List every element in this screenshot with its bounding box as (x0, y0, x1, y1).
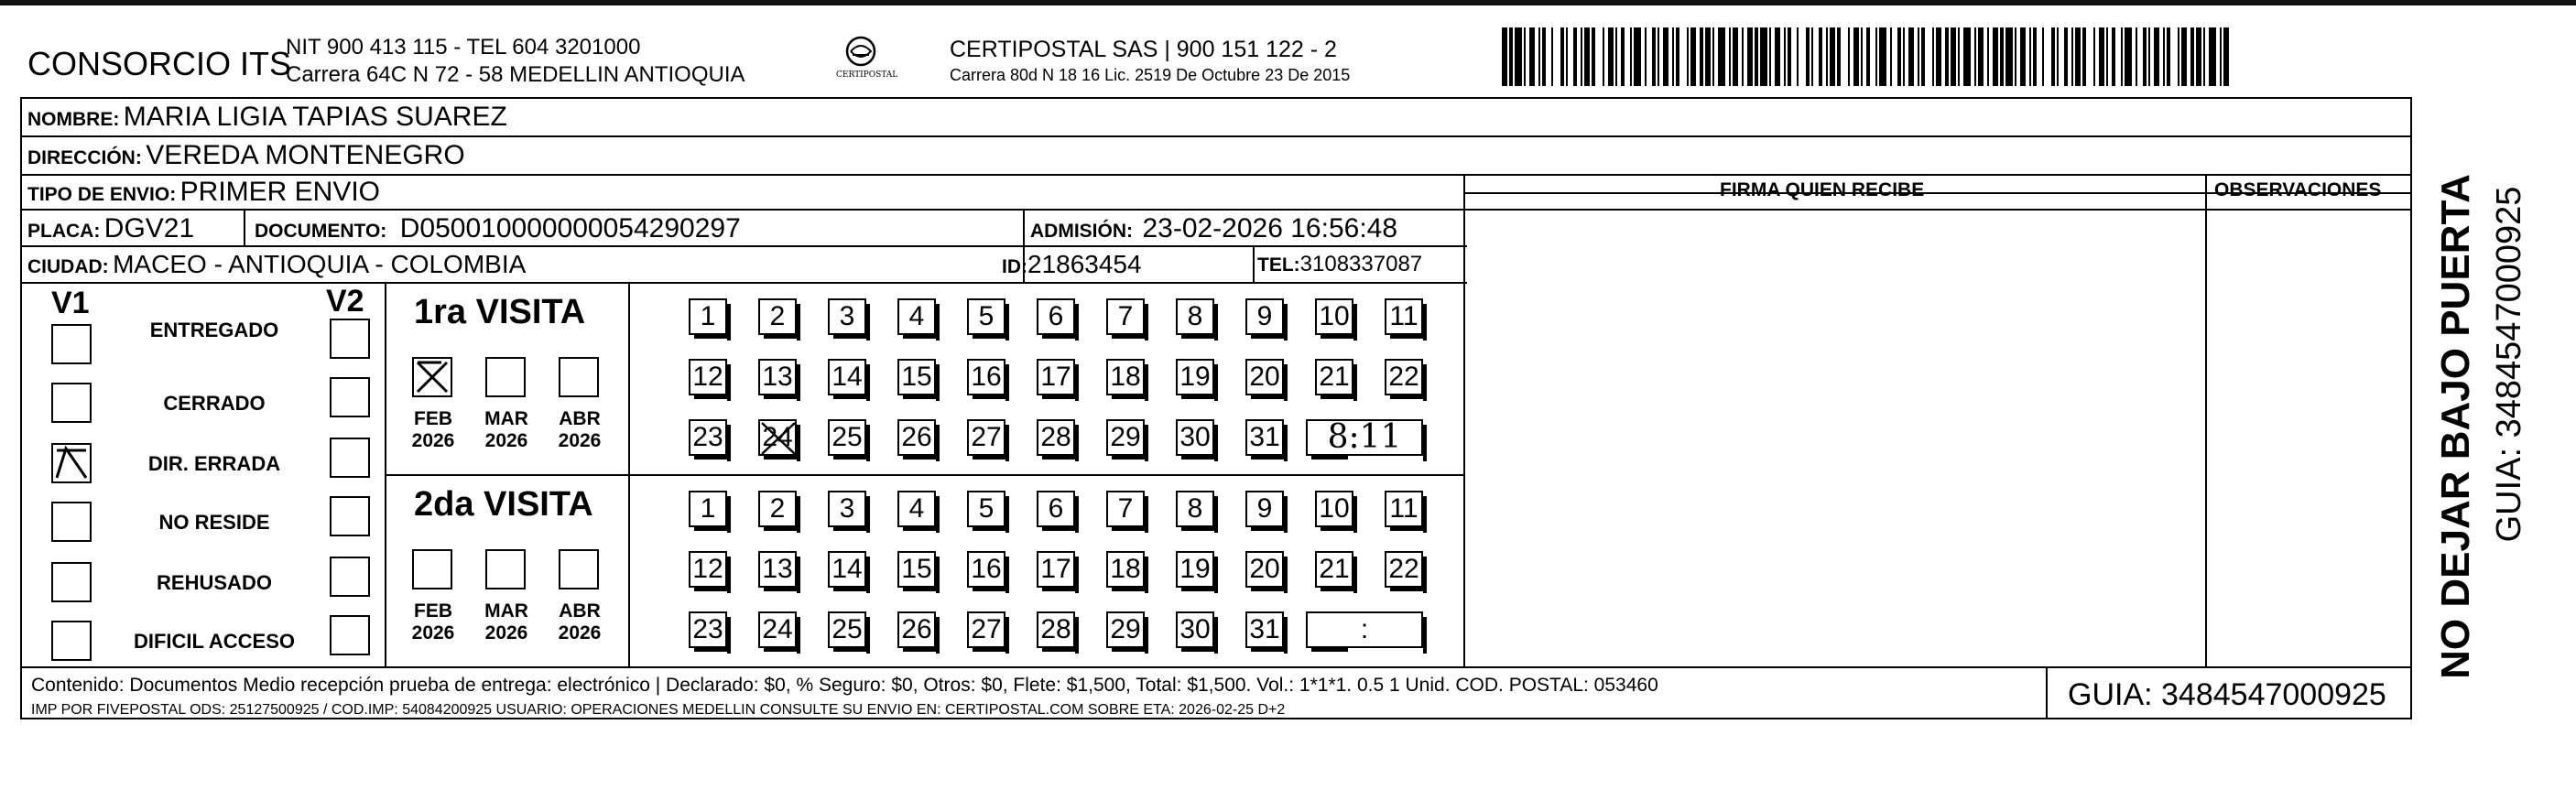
barcode-bar (1848, 27, 1850, 86)
day-box-17[interactable]: 17 (1037, 551, 1075, 588)
barcode-bar (1978, 27, 1984, 86)
day-box-29[interactable]: 29 (1106, 611, 1145, 648)
v1-checkbox-2[interactable] (51, 443, 92, 483)
day-box-9[interactable]: 9 (1245, 491, 1284, 527)
day-box-25[interactable]: 25 (828, 419, 866, 456)
day-box-15[interactable]: 15 (897, 551, 936, 588)
barcode-bar (2190, 27, 2194, 86)
barcode-bar (1837, 27, 1841, 86)
v1-checkbox-1[interactable] (51, 383, 92, 423)
barcode-bar (1784, 27, 1786, 86)
day-box-18[interactable]: 18 (1106, 359, 1145, 395)
barcode-bar (1663, 27, 1668, 86)
observaciones-header: OBSERVACIONES (2214, 179, 2382, 200)
barcode-bar (2071, 27, 2073, 86)
v2-checkbox-1[interactable] (330, 377, 370, 417)
day-box-13[interactable]: 13 (758, 359, 797, 395)
barcode-bar (2106, 27, 2108, 86)
day-box-15[interactable]: 15 (897, 359, 936, 395)
day-box-14[interactable]: 14 (828, 551, 866, 588)
barcode-bar (1687, 27, 1689, 86)
day-box-4[interactable]: 4 (897, 491, 936, 527)
barcode-bar (1811, 27, 1813, 86)
day-box-20[interactable]: 20 (1245, 359, 1284, 395)
barcode-bar (1509, 27, 1513, 86)
barcode-bar (2203, 27, 2205, 86)
barcode-bar (2121, 27, 2123, 86)
day-box-3[interactable]: 3 (828, 491, 866, 527)
barcode-bar (1890, 27, 1892, 86)
barcode-bar (2163, 27, 2165, 86)
barcode-bar (2042, 27, 2044, 86)
barcode-bar (2075, 27, 2081, 86)
day-box-31[interactable]: 31 (1245, 419, 1284, 456)
side-guia: GUIA: 3484547000925 (2490, 186, 2528, 543)
v1-checkbox-5[interactable] (51, 621, 92, 661)
barcode-bar (1788, 27, 1791, 86)
barcode-bar (1592, 27, 1595, 86)
barcode-bar (1566, 27, 1568, 86)
barcode-bar (1621, 27, 1625, 86)
ciudad-row: CIUDAD: MACEO - ANTIOQUIA - COLOMBIA (27, 250, 527, 278)
barcode-bar (2148, 27, 2150, 86)
barcode-bar (1538, 27, 1540, 86)
recipient-address: VEREDA MONTENEGRO (146, 140, 465, 170)
month-label: MAR 2026 (484, 600, 528, 644)
barcode-bar (1705, 27, 1711, 86)
barcode-bar (1551, 27, 1553, 86)
day-box-20[interactable]: 20 (1245, 551, 1284, 588)
barcode-bar (1760, 27, 1767, 86)
barcode-bar (2099, 27, 2104, 86)
barcode-bar (1524, 27, 1526, 86)
barcode-bar (1676, 27, 1679, 86)
signature-area[interactable] (1465, 194, 2203, 665)
month-label: FEB 2026 (411, 600, 455, 644)
day-box-11[interactable]: 11 (1385, 298, 1423, 335)
time-box[interactable]: : (1306, 611, 1423, 648)
barcode-bar (2167, 27, 2170, 86)
barcode-bar (1573, 27, 1577, 86)
firma-header: FIRMA QUIEN RECIBE (1720, 179, 1925, 200)
month-checkbox[interactable] (485, 357, 526, 397)
v2-checkbox-0[interactable] (330, 319, 370, 359)
barcode-bar (1936, 27, 1941, 86)
day-box-16[interactable]: 16 (967, 551, 1005, 588)
observations-area[interactable] (2207, 194, 2410, 665)
admision-row: ADMISIÓN: 23-02-2026 16:56:48 (1030, 213, 1398, 243)
status-label: REHUSADO (157, 571, 272, 594)
barcode-bar (1775, 27, 1780, 86)
placa-value: DGV21 (103, 213, 195, 243)
day-box-14[interactable]: 14 (828, 359, 866, 395)
barcode-bar (1630, 27, 1632, 86)
barcode-bar (1897, 27, 1901, 86)
day-box-23[interactable]: 23 (689, 611, 727, 648)
barcode-bar (1963, 27, 1971, 86)
nombre-row: NOMBRE: MARIA LIGIA TAPIAS SUAREZ (27, 102, 507, 132)
barcode-bar (1908, 27, 1914, 86)
month-checkbox[interactable] (485, 549, 526, 589)
barcode-bar (1861, 27, 1863, 86)
barcode-bar (2178, 27, 2179, 86)
v2-checkbox-3[interactable] (330, 496, 370, 536)
company-nit-tel: NIT 900 413 115 - TEL 604 3201000 (286, 35, 641, 59)
day-box-17[interactable]: 17 (1037, 359, 1075, 395)
barcode-bar (2181, 27, 2187, 86)
barcode-bar (1987, 27, 1989, 86)
day-box-21[interactable]: 21 (1315, 551, 1353, 588)
barcode-bar (1672, 27, 1674, 86)
company-address: Carrera 64C N 72 - 58 MEDELLIN ANTIOQUIA (286, 62, 745, 87)
barcode-bar (1974, 27, 1976, 86)
day-box-23[interactable]: 23 (689, 419, 727, 456)
documento-value: D050010000000054290297 (399, 213, 741, 243)
status-label: DIFICIL ACCESO (133, 630, 295, 653)
barcode-bar (2051, 27, 2055, 86)
day-box-25[interactable]: 25 (828, 611, 866, 648)
day-box-22[interactable]: 22 (1385, 551, 1423, 588)
barcode-bar (1755, 27, 1758, 86)
day-box-1[interactable]: 1 (689, 298, 727, 335)
visit-title-2: 2da VISITA (414, 485, 593, 524)
month-checkbox[interactable] (559, 549, 599, 589)
day-box-24[interactable]: 24 (758, 611, 797, 648)
recipient-name: MARIA LIGIA TAPIAS SUAREZ (123, 102, 507, 132)
month-label: FEB 2026 (411, 408, 455, 452)
day-box-28[interactable]: 28 (1037, 419, 1075, 456)
barcode-bar (1712, 27, 1714, 86)
certipostal-logo: CERTIPOSTAL (829, 33, 893, 88)
barcode-bar (1634, 27, 1641, 86)
day-box-13[interactable]: 13 (758, 551, 797, 588)
documento-row: DOCUMENTO: D050010000000054290297 (255, 213, 741, 243)
barcode-bar (2143, 27, 2147, 86)
day-box-7[interactable]: 7 (1106, 298, 1145, 335)
barcode-bar (1866, 27, 1870, 86)
day-box-31[interactable]: 31 (1245, 611, 1284, 648)
barcode-bar (1945, 27, 1949, 86)
day-box-30[interactable]: 30 (1176, 611, 1214, 648)
barcode-bar (1932, 27, 1934, 86)
day-box-1[interactable]: 1 (689, 491, 727, 527)
barcode-bar (2015, 27, 2016, 86)
barcode-bar (1652, 27, 1656, 86)
carrier-name: CERTIPOSTAL SAS | 900 151 122 - 2 (950, 37, 1337, 62)
footer-imp: IMP POR FIVEPOSTAL ODS: 25127500925 / COD.IMP: 54084200925 USUARIO: OPERACIONES MEDELLIN CONSULTE SU ENVIO EN: CERTIPOSTAL.COM SOBRE ETA: 2026-02-25 D+2 (31, 702, 1286, 718)
footer-guia: GUIA: 3484547000925 (2068, 677, 2386, 712)
v2-checkbox-4[interactable] (330, 557, 370, 597)
barcode-bar (1658, 27, 1659, 86)
id-row: ID:21863454 (1002, 250, 1142, 278)
tel-value: 3108337087 (1299, 252, 1423, 276)
admision-value: 23-02-2026 16:56:48 (1142, 213, 1398, 243)
barcode-bar (1581, 27, 1582, 86)
barcode-bar (2125, 27, 2132, 86)
day-box-4[interactable]: 4 (897, 298, 936, 335)
day-box-2[interactable]: 2 (758, 491, 797, 527)
day-box-19[interactable]: 19 (1176, 359, 1214, 395)
carrier-address: Carrera 80d N 18 16 Lic. 2519 De Octubre 23 De 2015 (950, 66, 1351, 84)
day-box-8[interactable]: 8 (1176, 298, 1214, 335)
day-box-16[interactable]: 16 (967, 359, 1005, 395)
day-box-12[interactable]: 12 (689, 551, 727, 588)
barcode-bar (1700, 27, 1703, 86)
barcode-bar (1830, 27, 1835, 86)
barcode-bar (1826, 27, 1828, 86)
barcode-bar (1542, 27, 1546, 86)
month-label: ABR 2026 (558, 600, 602, 644)
barcode-bar (2093, 27, 2095, 86)
status-label: NO RESIDE (158, 511, 270, 534)
v1-checkbox-4[interactable] (51, 562, 92, 602)
day-box-2[interactable]: 2 (758, 298, 797, 335)
barcode-bar (1729, 27, 1731, 86)
barcode-bar (1615, 27, 1617, 86)
status-label: CERRADO (163, 392, 266, 415)
barcode-bar (1690, 27, 1696, 86)
barcode-bar (1918, 27, 1919, 86)
time-box[interactable]: 8:11 (1306, 419, 1423, 456)
barcode-bar (1903, 27, 1905, 86)
placa-row: PLACA: DGV21 (27, 213, 195, 243)
v2-checkbox-2[interactable] (330, 438, 370, 478)
barcode-bar (2154, 27, 2159, 86)
day-box-11[interactable]: 11 (1385, 491, 1423, 527)
barcode-bar (2020, 27, 2026, 86)
barcode-bar (1747, 27, 1753, 86)
barcode-bar (1608, 27, 1614, 86)
side-warning: NO DEJAR BAJO PUERTA (2433, 174, 2478, 679)
check-mark-icon (760, 421, 797, 456)
day-box-22[interactable]: 22 (1385, 359, 1423, 395)
barcode-bar (1879, 27, 1886, 86)
barcode-bar (1921, 27, 1925, 86)
barcode-bar (2033, 27, 2037, 86)
barcode-bar (1529, 27, 1535, 86)
ciudad-value: MACEO - ANTIOQUIA - COLOMBIA (113, 250, 527, 278)
barcode-bar (1797, 27, 1799, 86)
day-box-9[interactable]: 9 (1245, 298, 1284, 335)
day-box-10[interactable]: 10 (1315, 298, 1353, 335)
day-box-26[interactable]: 26 (897, 611, 936, 648)
barcode-bar (2220, 27, 2222, 86)
barcode-bar (1993, 27, 1998, 86)
check-mark-icon (53, 445, 90, 481)
month-label: ABR 2026 (558, 408, 602, 452)
barcode (1502, 27, 2230, 86)
day-box-21[interactable]: 21 (1315, 359, 1353, 395)
top-edge-bar (0, 0, 2576, 5)
day-box-29[interactable]: 29 (1106, 419, 1145, 456)
company-name: CONSORCIO ITS (27, 45, 292, 82)
barcode-bar (1584, 27, 1590, 86)
v2-checkbox-5[interactable] (330, 615, 370, 655)
barcode-bar (1958, 27, 1960, 86)
barcode-bar (1560, 27, 1564, 86)
barcode-bar (1603, 27, 1604, 86)
barcode-bar (1515, 27, 1522, 86)
day-box-24[interactable]: 24 (758, 419, 797, 456)
barcode-bar (2082, 27, 2086, 86)
day-box-7[interactable]: 7 (1106, 491, 1145, 527)
day-box-30[interactable]: 30 (1176, 419, 1214, 456)
day-box-6[interactable]: 6 (1037, 298, 1075, 335)
barcode-bar (1853, 27, 1859, 86)
day-box-8[interactable]: 8 (1176, 491, 1214, 527)
barcode-bar (1733, 27, 1738, 86)
v1-checkbox-3[interactable] (51, 502, 92, 542)
barcode-bar (1806, 27, 1810, 86)
day-box-27[interactable]: 27 (967, 611, 1005, 648)
v2-label: V2 (326, 284, 364, 319)
day-box-28[interactable]: 28 (1037, 611, 1075, 648)
day-box-5[interactable]: 5 (967, 298, 1005, 335)
check-mark-icon (414, 359, 451, 395)
barcode-bar (1718, 27, 1725, 86)
barcode-bar (2000, 27, 2004, 86)
barcode-bar (1502, 27, 1507, 86)
barcode-bar (2223, 27, 2229, 86)
day-box-3[interactable]: 3 (828, 298, 866, 335)
month-checkbox[interactable] (412, 549, 452, 589)
barcode-bar (1875, 27, 1877, 86)
barcode-bar (2209, 27, 2216, 86)
direccion-row: DIRECCIÓN: VEREDA MONTENEGRO (27, 140, 465, 170)
v1-label: V1 (51, 286, 90, 320)
barcode-bar (2196, 27, 2201, 86)
barcode-bar (2064, 27, 2068, 86)
month-checkbox[interactable] (559, 357, 599, 397)
status-label: ENTREGADO (149, 319, 279, 341)
barcode-bar (1645, 27, 1647, 86)
barcode-bar (1819, 27, 1822, 86)
barcode-bar (2112, 27, 2115, 86)
day-box-5[interactable]: 5 (967, 491, 1005, 527)
day-box-27[interactable]: 27 (967, 419, 1005, 456)
day-box-12[interactable]: 12 (689, 359, 727, 395)
barcode-bar (1742, 27, 1744, 86)
status-label: DIR. ERRADA (147, 452, 281, 475)
id-value: 21863454 (1027, 250, 1142, 278)
day-box-26[interactable]: 26 (897, 419, 936, 456)
month-label: MAR 2026 (484, 408, 528, 452)
visit-title-1: 1ra VISITA (414, 293, 586, 331)
barcode-bar (2029, 27, 2031, 86)
tipo-envio-value: PRIMER ENVIO (179, 177, 381, 207)
day-box-10[interactable]: 10 (1315, 491, 1353, 527)
day-box-19[interactable]: 19 (1176, 551, 1214, 588)
day-box-18[interactable]: 18 (1106, 551, 1145, 588)
barcode-bar (2136, 27, 2137, 86)
barcode-bar (1769, 27, 1771, 86)
barcode-bar (2057, 27, 2059, 86)
day-box-6[interactable]: 6 (1037, 491, 1075, 527)
v1-checkbox-0[interactable] (51, 324, 92, 364)
barcode-bar (1951, 27, 1956, 86)
footer-contenido: Contenido: Documentos Medio recepción prueba de entrega: electrónico | Declarado: $0, % Seguro: $0, Otros: $0, Flete: $1,500, Total: $1,500. Vol.: 1*1*1. 0.5 1 Unid. COD. POSTAL: 053460 (31, 675, 1658, 696)
tipo-envio-row: TIPO DE ENVIO: PRIMER ENVIO (27, 177, 381, 207)
barcode-bar (2005, 27, 2013, 86)
month-checkbox[interactable] (412, 357, 452, 397)
tel-row: TEL:3108337087 (1257, 252, 1423, 276)
